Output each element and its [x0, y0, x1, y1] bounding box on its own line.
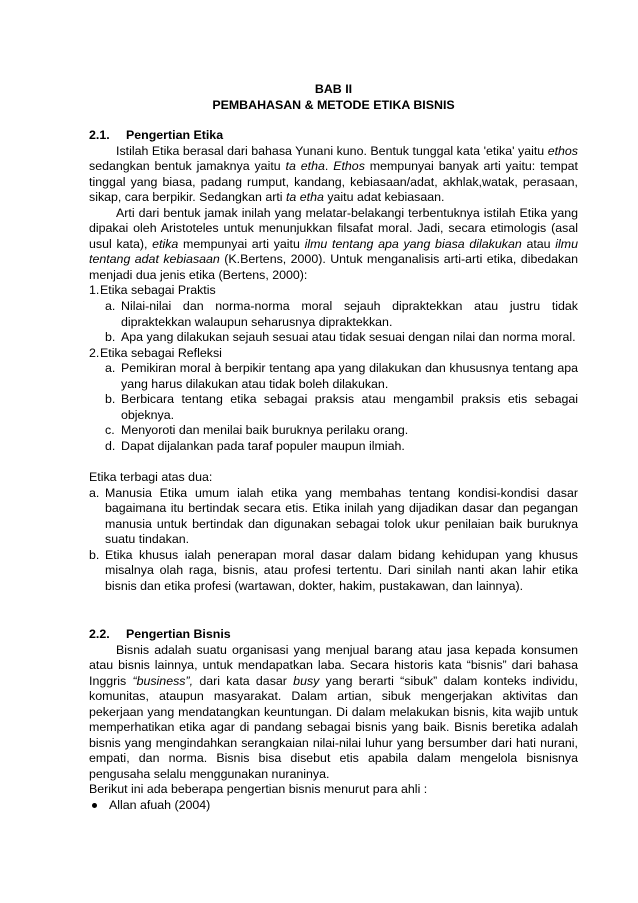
paragraph-bisnis-definition: [89, 643, 578, 783]
sub-list-text: Dapat dijalankan pada taraf populer maupun ilmiah.: [121, 438, 405, 453]
bullet-item: [89, 798, 578, 814]
section-heading-etika: [89, 128, 578, 144]
italic-term: ta etha: [285, 190, 324, 205]
sub-list-text: Menyoroti dan menilai baik buruknya perilaku orang.: [121, 423, 409, 438]
section-heading-bisnis: [89, 627, 578, 643]
etika-types-list: [89, 283, 578, 454]
text-run: .: [324, 159, 334, 174]
sub-list-item: [89, 299, 578, 330]
text-run: mempunyai banyak arti yaitu: tempat tinggal yang biasa, padang rumput, kandang, kebiasaan/adat, akhlak,watak, perasaan, sikap, cara berpikir. Sedangkan arti: [89, 159, 578, 205]
text-run: yaitu adat kebiasaan.: [323, 190, 445, 205]
text-run: (K.Bertens, 2000). Untuk menganalisis arti-arti etika, dibedakan menjadi dua jenis etika (Bertens, 2000):: [89, 252, 578, 282]
etika-split-list: [89, 486, 578, 595]
bullet-icon: [92, 803, 97, 808]
italic-term: Ethos: [333, 159, 365, 174]
sub-list-letter: d.: [105, 438, 116, 453]
italic-term: ta etha: [285, 159, 325, 174]
chapter-label: BAB II: [314, 82, 353, 96]
list-item: [89, 486, 578, 548]
paragraph-etika-meaning: [89, 206, 578, 284]
sub-list: [89, 361, 578, 454]
text-run: Arti dari bentuk jamak inilah yang melatar-belakangi terbentuknya istilah Etika yang dipakai oleh Aristoteles untuk menunjukkan filsafat moral. Jadi, secara etimologis (asal usul kata),: [89, 205, 578, 251]
text-run: atau: [521, 236, 556, 251]
sub-list-letter: b.: [105, 392, 116, 407]
sub-list-letter: b.: [105, 330, 116, 345]
chapter-heading: [89, 82, 578, 113]
sub-list-letter: c.: [105, 423, 115, 438]
sub-list-item: [89, 330, 578, 346]
list-letter: a.: [89, 485, 100, 500]
text-run: mempunyai arti yaitu: [178, 236, 305, 251]
text-run: dari kata dasar: [193, 673, 294, 688]
italic-term: “business”,: [132, 673, 194, 688]
sub-list-item: [89, 361, 578, 392]
list-label: Etika sebagai Praktis: [100, 283, 216, 298]
text-run: Bisnis adalah suatu organisasi yang menjual barang atau jasa kepada konsumen atau bisnis lainnya, untuk mendapatkan laba. Secara historis kata “bisnis” dari bahasa Inggris: [89, 642, 578, 688]
sub-list-letter: a.: [105, 361, 116, 376]
section-number: 2.1.: [89, 128, 110, 142]
sub-list-letter: a.: [105, 299, 116, 314]
bullet-text: Allan afuah (2004): [109, 798, 211, 813]
bisnis-experts-list: [89, 798, 578, 814]
spacer: [89, 454, 578, 470]
section-title: Pengertian Etika: [126, 128, 224, 142]
italic-term: busy: [293, 673, 320, 688]
italic-term: ethos: [547, 143, 578, 158]
list-number: 1.: [89, 283, 100, 298]
list-item: [89, 548, 578, 595]
list-label: Etika sebagai Refleksi: [100, 345, 222, 360]
sub-list-text: Nilai-nilai dan norma-norma moral sejauh dipraktekkan atau justru tidak dipraktekkan walaupun seharusnya dipraktekkan.: [121, 299, 578, 329]
sub-list-text: Apa yang dilakukan sejauh sesuai atau tidak sesuai dengan nilai dan norma moral.: [121, 330, 576, 345]
list-letter: b.: [89, 547, 100, 562]
chapter-title: PEMBAHASAN & METODE ETIKA BISNIS: [212, 97, 455, 112]
text-run: sedangkan bentuk jamaknya yaitu: [89, 159, 286, 174]
list-item: [89, 283, 578, 345]
list-text: Etika khusus ialah penerapan moral dasar dalam bidang kehidupan yang khusus misalnya olah raga, bisnis, atau profesi tertentu. Dari sinilah nanti akan lahir etika bisnis dan etika profesi (wartawan, dokter, hakim, pustakawan, dan lainnya).: [105, 547, 578, 593]
list-text: Manusia Etika umum ialah etika yang membahas tentang kondisi-kondisi dasar bagaimana itu bertindak secara etis. Etika inilah yang dijadikan dasar dan pegangan manusia untuk bertindak dan digunakan sebagai tolok ukur penilaian baik buruknya suatu tindakan.: [105, 485, 578, 547]
italic-term: ilmu tentang adat kebiasaan: [89, 236, 578, 267]
text-run: yang berarti “sibuk” dalam konteks individu, komunitas, ataupun masyarakat. Dalam artian, sibuk mengerjakan aktivitas dan pekerjaan yang mendatangkan keuntungan. Di dalam melakukan bisnis, kita wajib untuk memperhatikan etika agar di pandang sebagai bisnis yang baik. Bisnis beretika adalah bisnis yang mengindahkan serangkaian nilai-nilai luhur yang bersumber dari hati nurani, empati, dan norma. Bisnis bisa disebut etis apabila dalam mengelola bisnisnya pengusaha selalu menggunakan nuraninya.: [89, 673, 578, 781]
sub-list: [89, 299, 578, 346]
sub-list-item: [89, 423, 578, 439]
section-etika: [89, 128, 578, 594]
sub-list-item: [89, 392, 578, 423]
section-number: 2.2.: [89, 627, 110, 641]
section-bisnis: [89, 627, 578, 814]
sub-list-text: Berbicara tentang etika sebagai praksis atau mengambil praksis etis sebagai objeknya.: [121, 392, 578, 422]
paragraph-etika-split-intro: Etika terbagi atas dua:: [89, 470, 213, 485]
paragraph-etika-origin: [89, 144, 578, 206]
italic-term: ilmu tentang apa yang biasa dilakukan: [304, 236, 522, 251]
text-run: Istilah Etika berasal dari bahasa Yunani kuno. Bentuk tunggal kata 'etika' yaitu: [116, 143, 548, 158]
sub-list-text: Pemikiran moral à berpikir tentang apa yang dilakukan dan khususnya tentang apa yang harus dilakukan atau tidak boleh dilakukan.: [121, 361, 578, 391]
list-number: 2.: [89, 345, 100, 360]
italic-term: etika: [152, 236, 179, 251]
list-item: [89, 346, 578, 455]
section-title: Pengertian Bisnis: [126, 627, 231, 641]
paragraph-bisnis-intro: Berikut ini ada beberapa pengertian bisnis menurut para ahli :: [89, 782, 428, 797]
sub-list-item: [89, 439, 578, 455]
